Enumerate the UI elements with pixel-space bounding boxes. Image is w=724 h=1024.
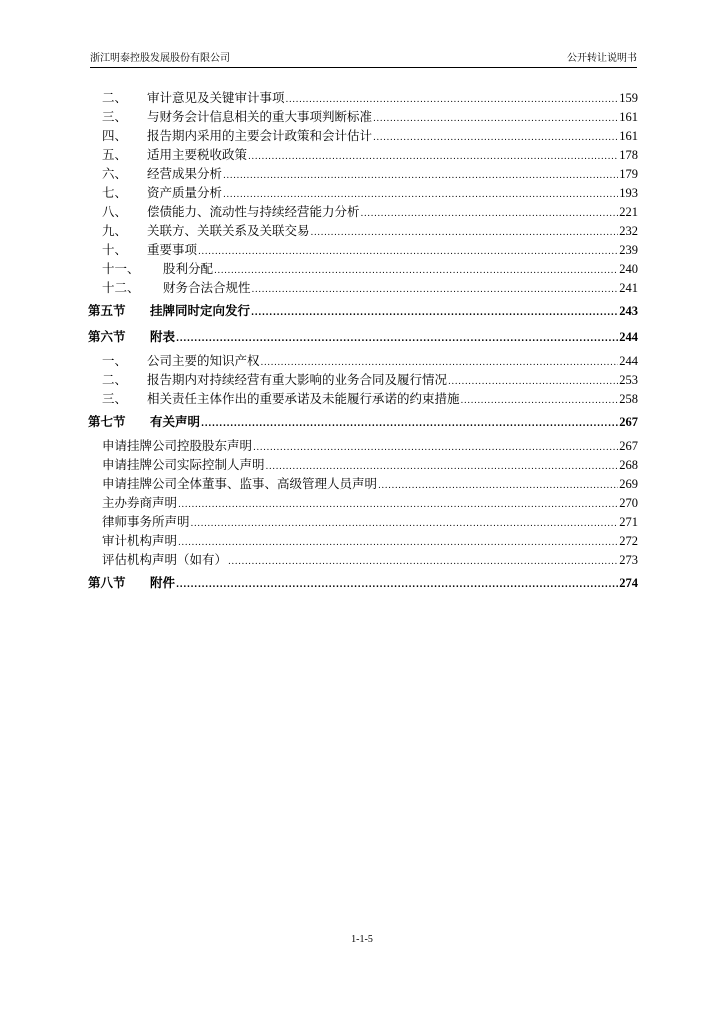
toc-entry-title: 审计意见及关键审计事项 xyxy=(147,90,285,105)
page-header xyxy=(90,50,637,68)
toc-section-title: 有关声明 xyxy=(150,414,201,429)
toc-entry-page: 273 xyxy=(619,553,638,567)
toc-section-title: 挂牌同时定向发行 xyxy=(150,303,251,318)
toc-entry-page: 269 xyxy=(619,477,638,491)
toc-entry[interactable] xyxy=(88,107,638,126)
toc-dot-leader xyxy=(378,477,618,496)
toc-entry[interactable] xyxy=(88,278,638,297)
toc-entry-title: 偿债能力、流动性与持续经营能力分析 xyxy=(147,204,360,219)
toc-section-page: 244 xyxy=(619,330,638,344)
toc-dot-leader xyxy=(252,281,619,300)
toc-entry-page: 271 xyxy=(619,515,638,529)
toc-dot-leader xyxy=(191,515,619,534)
toc-entry-title: 与财务会计信息相关的重大事项判断标准 xyxy=(147,109,373,124)
toc-entry-title: 财务合法合规性 xyxy=(163,280,251,295)
toc-entry-page: 239 xyxy=(619,243,638,257)
toc-entry[interactable] xyxy=(88,259,638,278)
toc-dot-leader xyxy=(228,553,618,572)
toc-entry-page: 241 xyxy=(619,281,638,295)
toc-dot-leader xyxy=(223,167,618,186)
toc-entry[interactable] xyxy=(88,183,638,202)
toc-dot-leader xyxy=(248,148,618,167)
toc-entry-number: 七、 xyxy=(102,185,128,200)
toc-section-page: 267 xyxy=(619,415,638,429)
toc-entry-page: 221 xyxy=(619,205,638,219)
toc-entry-title: 主办券商声明 xyxy=(102,495,178,510)
toc-entry-number: 一、 xyxy=(102,353,128,368)
toc-entry-number: 十一、 xyxy=(102,261,140,276)
toc-entry[interactable] xyxy=(88,202,638,221)
toc-entry-title: 经营成果分析 xyxy=(147,166,223,181)
toc-entry-page: 258 xyxy=(619,392,638,406)
toc-entry-page: 161 xyxy=(619,110,638,124)
toc-entry-page: 270 xyxy=(619,496,638,510)
toc-section-title: 附表 xyxy=(150,329,176,344)
toc-dot-leader xyxy=(176,573,618,597)
table-of-contents xyxy=(88,88,638,597)
header-document-type: 公开转让说明书 xyxy=(567,53,637,64)
toc-dot-leader xyxy=(214,262,618,281)
toc-entry-title: 重要事项 xyxy=(147,242,198,257)
toc-entry[interactable] xyxy=(88,240,638,259)
toc-entry-number: 九、 xyxy=(102,223,128,238)
toc-entry-page: 232 xyxy=(619,224,638,238)
toc-entry-page: 178 xyxy=(619,148,638,162)
toc-entry-number: 三、 xyxy=(102,391,128,406)
toc-entry-number: 六、 xyxy=(102,166,128,181)
toc-entry-page: 272 xyxy=(619,534,638,548)
toc-dot-leader xyxy=(253,439,618,458)
header-company-name: 浙江明泰控股发展股份有限公司 xyxy=(90,53,230,64)
toc-entry-title: 资产质量分析 xyxy=(147,185,223,200)
toc-entry[interactable] xyxy=(88,389,638,408)
toc-entry[interactable] xyxy=(88,531,638,550)
toc-entry-title: 适用主要税收政策 xyxy=(147,147,248,162)
toc-section-7[interactable] xyxy=(88,410,638,434)
toc-section-page: 243 xyxy=(619,304,638,318)
toc-dot-leader xyxy=(461,392,619,411)
toc-entry[interactable] xyxy=(88,512,638,531)
toc-entry-page: 244 xyxy=(619,354,638,368)
toc-entry-page: 253 xyxy=(619,373,638,387)
toc-entry-title: 公司主要的知识产权 xyxy=(147,353,260,368)
toc-entry-page: 240 xyxy=(619,262,638,276)
page-number: 1-1-5 xyxy=(351,934,373,945)
toc-section-number: 第六节 xyxy=(88,329,126,344)
toc-entry-number: 十、 xyxy=(102,242,128,257)
toc-entry[interactable] xyxy=(88,436,638,455)
toc-entry-title: 相关责任主体作出的重要承诺及未能履行承诺的约束措施 xyxy=(147,391,460,406)
toc-dot-leader xyxy=(251,301,618,325)
toc-dot-leader xyxy=(373,110,618,129)
toc-entry-page: 268 xyxy=(619,458,638,472)
toc-entry[interactable] xyxy=(88,370,638,389)
toc-entry[interactable] xyxy=(88,474,638,493)
toc-entry-title: 审计机构声明 xyxy=(102,533,178,548)
toc-entry-number: 二、 xyxy=(102,372,128,387)
toc-entry-number: 二、 xyxy=(102,90,128,105)
toc-section-number: 第七节 xyxy=(88,414,126,429)
toc-entry[interactable] xyxy=(88,455,638,474)
toc-entry-title: 股利分配 xyxy=(163,261,214,276)
toc-entry-title: 申请挂牌公司实际控制人声明 xyxy=(102,457,265,472)
toc-entry-title: 申请挂牌公司全体董事、监事、高级管理人员声明 xyxy=(102,476,378,491)
toc-entry[interactable] xyxy=(88,550,638,569)
toc-entry-title: 关联方、关联关系及关联交易 xyxy=(147,223,310,238)
toc-section-page: 274 xyxy=(619,576,638,590)
toc-entry[interactable] xyxy=(88,221,638,240)
toc-section-6[interactable] xyxy=(88,325,638,349)
toc-entry-page: 159 xyxy=(619,91,638,105)
toc-entry-page: 179 xyxy=(619,167,638,181)
toc-entry[interactable] xyxy=(88,493,638,512)
toc-entry-number: 八、 xyxy=(102,204,128,219)
toc-entry[interactable] xyxy=(88,126,638,145)
toc-section-number: 第八节 xyxy=(88,575,126,590)
toc-entry-number: 五、 xyxy=(102,147,128,162)
toc-dot-leader xyxy=(201,412,618,436)
toc-entry-page: 193 xyxy=(619,186,638,200)
toc-dot-leader xyxy=(311,224,619,243)
toc-entry-title: 评估机构声明（如有） xyxy=(102,552,228,567)
toc-dot-leader xyxy=(361,205,619,224)
toc-entry-number: 三、 xyxy=(102,109,128,124)
toc-section-title: 附件 xyxy=(150,575,176,590)
toc-entry[interactable] xyxy=(88,88,638,107)
toc-dot-leader xyxy=(176,327,618,351)
toc-dot-leader xyxy=(178,534,618,553)
toc-entry-number: 十二、 xyxy=(102,280,140,295)
toc-entry-title: 报告期内对持续经营有重大影响的业务合同及履行情况 xyxy=(147,372,448,387)
toc-entry[interactable] xyxy=(88,351,638,370)
toc-entry[interactable] xyxy=(88,164,638,183)
toc-dot-leader xyxy=(198,243,618,262)
toc-dot-leader xyxy=(178,496,618,515)
toc-dot-leader xyxy=(448,373,618,392)
toc-entry-title: 报告期内采用的主要会计政策和会计估计 xyxy=(147,128,373,143)
toc-entry[interactable] xyxy=(88,145,638,164)
toc-section-5[interactable] xyxy=(88,299,638,323)
toc-entry-title: 律师事务所声明 xyxy=(102,514,190,529)
toc-entry-number: 四、 xyxy=(102,128,128,143)
toc-entry-page: 161 xyxy=(619,129,638,143)
toc-section-number: 第五节 xyxy=(88,303,126,318)
toc-section-8[interactable] xyxy=(88,571,638,595)
toc-entry-title: 申请挂牌公司控股股东声明 xyxy=(102,438,253,453)
toc-entry-page: 267 xyxy=(619,439,638,453)
toc-dot-leader xyxy=(373,129,618,148)
